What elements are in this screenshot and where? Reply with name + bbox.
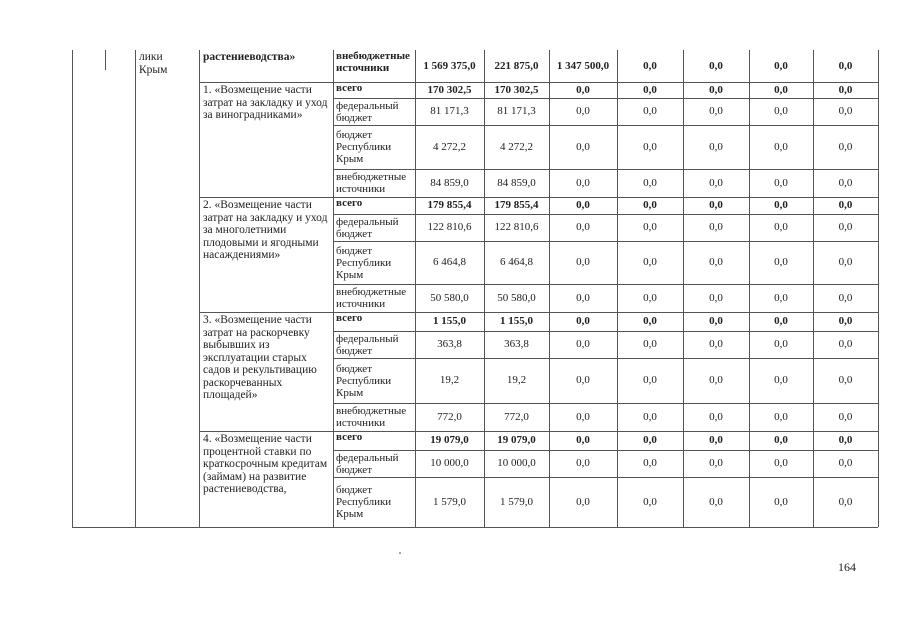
value-cell: 0,0 (643, 315, 657, 328)
value-cell: 122 810,6 (494, 221, 539, 234)
source-cell: внебюджетные источники (336, 286, 407, 310)
source-cell: всего (336, 82, 363, 94)
value-cell: 0,0 (709, 256, 723, 269)
value-cell: 84 859,0 (497, 176, 536, 189)
source-cell: федеральный бюджет (336, 451, 399, 476)
measure-title-cell: 1. «Возмещение части затрат на закладку и уход за виноградниками» (203, 84, 328, 121)
source-cell: федеральный бюджет (336, 99, 399, 124)
value-cell: 0,0 (576, 256, 590, 269)
value-cell: 0,0 (838, 338, 853, 351)
value-cell: 10 000,0 (430, 457, 469, 470)
value-cell: 1 347 500,0 (556, 59, 610, 72)
value-cell: 0,0 (838, 83, 853, 96)
value-cell: 1 155,0 (500, 315, 533, 328)
source-cell: внебюджетные источники (336, 405, 407, 429)
value-cell: 0,0 (709, 315, 723, 328)
value-cell: 0,0 (838, 59, 853, 72)
value-cell: 0,0 (709, 495, 723, 508)
measure-title-cell: 4. «Возмещение части процентной ставки по краткосрочным кредитам (займам) на развитие растениеводства, (203, 433, 328, 495)
value-cell: 6 464,8 (500, 256, 533, 269)
value-cell: 19 079,0 (430, 434, 469, 447)
value-cell: 0,0 (774, 221, 788, 234)
value-cell: 0,0 (774, 176, 788, 189)
source-cell: всего (336, 431, 363, 443)
value-cell: 19 079,0 (497, 434, 536, 447)
value-cell: 0,0 (709, 291, 723, 304)
table-vline (878, 50, 879, 527)
measure-cell: растениеводства» (203, 51, 296, 63)
table-vline (135, 50, 136, 527)
value-cell: 0,0 (709, 374, 723, 387)
value-cell: 170 302,5 (494, 83, 539, 96)
value-cell: 0,0 (774, 105, 788, 118)
value-cell: 0,0 (709, 221, 723, 234)
value-cell: 0,0 (838, 140, 853, 153)
value-cell: 0,0 (774, 59, 788, 72)
value-cell: 0,0 (838, 199, 853, 212)
value-cell: 0,0 (774, 338, 788, 351)
source-cell: всего (336, 312, 363, 324)
table-vline (72, 50, 73, 527)
value-cell: 0,0 (576, 105, 590, 118)
value-cell: 0,0 (643, 140, 657, 153)
value-cell: 0,0 (643, 338, 657, 351)
value-cell: 0,0 (643, 410, 657, 423)
value-cell: 0,0 (774, 315, 788, 328)
value-cell: 0,0 (643, 256, 657, 269)
value-cell: 1 579,0 (500, 495, 533, 508)
source-cell: всего (336, 197, 363, 209)
value-cell: 363,8 (437, 338, 462, 351)
value-cell: 0,0 (643, 199, 657, 212)
value-cell: 179 855,4 (494, 199, 539, 212)
value-cell: 0,0 (838, 495, 853, 508)
value-cell: 19,2 (506, 374, 527, 387)
value-cell: 0,0 (643, 105, 657, 118)
measure-title-cell: 2. «Возмещение части затрат на закладку и уход за многолетними плодовыми и ягодными насаждениями» (203, 199, 328, 261)
value-cell: 81 171,3 (430, 105, 469, 118)
value-cell: 170 302,5 (427, 83, 472, 96)
value-cell: 0,0 (838, 221, 853, 234)
value-cell: 0,0 (774, 291, 788, 304)
value-cell: 221 875,0 (494, 59, 539, 72)
table-vline (105, 50, 106, 70)
source-cell: внебюджетные источники (336, 50, 410, 74)
value-cell: 0,0 (838, 434, 853, 447)
value-cell: 0,0 (576, 410, 590, 423)
value-cell: 772,0 (437, 410, 462, 423)
value-cell: 0,0 (709, 434, 723, 447)
value-cell: 4 272,2 (500, 140, 533, 153)
value-cell: 0,0 (774, 457, 788, 470)
value-cell: 363,8 (504, 338, 529, 351)
value-cell: 0,0 (709, 105, 723, 118)
value-cell: 0,0 (709, 410, 723, 423)
value-cell: 0,0 (774, 199, 788, 212)
value-cell: 1 579,0 (433, 495, 466, 508)
value-cell: 772,0 (504, 410, 529, 423)
source-cell: внебюджетные источники (336, 171, 407, 195)
source-cell: федеральный бюджет (336, 332, 399, 357)
value-cell: 0,0 (838, 457, 853, 470)
value-cell: 0,0 (643, 221, 657, 234)
measure-title-cell: 3. «Возмещение части затрат на раскорчевку выбывших из эксплуатации старых садов и рекультивацию раскорчеванных площадей» (203, 314, 317, 401)
value-cell: 19,2 (439, 374, 460, 387)
value-cell: 122 810,6 (427, 221, 472, 234)
value-cell: 0,0 (643, 59, 657, 72)
value-cell: 0,0 (576, 434, 590, 447)
value-cell: 0,0 (838, 105, 853, 118)
source-cell: бюджет Республики Крым (336, 362, 392, 399)
value-cell: 0,0 (709, 338, 723, 351)
value-cell: 0,0 (709, 176, 723, 189)
value-cell: 84 859,0 (430, 176, 469, 189)
value-cell: 4 272,2 (433, 140, 466, 153)
source-cell: бюджет Республики Крым (336, 244, 392, 281)
value-cell: 0,0 (576, 374, 590, 387)
value-cell: 0,0 (774, 410, 788, 423)
value-cell: 0,0 (709, 457, 723, 470)
value-cell: 0,0 (643, 495, 657, 508)
value-cell: 0,0 (774, 83, 788, 96)
value-cell: 81 171,3 (497, 105, 536, 118)
value-cell: 0,0 (709, 199, 723, 212)
value-cell: 0,0 (774, 140, 788, 153)
value-cell: 0,0 (774, 434, 788, 447)
value-cell: 0,0 (838, 315, 853, 328)
value-cell: 0,0 (774, 374, 788, 387)
value-cell: 0,0 (576, 83, 590, 96)
value-cell: 0,0 (643, 291, 657, 304)
value-cell: 0,0 (576, 338, 590, 351)
value-cell: 0,0 (643, 176, 657, 189)
value-cell: 0,0 (576, 140, 590, 153)
table-hline (72, 527, 878, 528)
page-number: 164 (838, 560, 856, 574)
value-cell: 10 000,0 (497, 457, 536, 470)
source-cell: бюджет Республики Крым (336, 129, 392, 165)
scan-speck (399, 552, 401, 554)
value-cell: 0,0 (576, 315, 590, 328)
value-cell: 0,0 (838, 291, 853, 304)
value-cell: 0,0 (838, 256, 853, 269)
value-cell: 0,0 (576, 176, 590, 189)
source-cell: федеральный бюджет (336, 215, 399, 240)
value-cell: 0,0 (643, 434, 657, 447)
value-cell: 0,0 (576, 221, 590, 234)
value-cell: 0,0 (643, 374, 657, 387)
source-cell: бюджет Республики Крым (336, 484, 392, 520)
value-cell: 0,0 (643, 457, 657, 470)
value-cell: 6 464,8 (433, 256, 466, 269)
region-cell: лики Крым (139, 51, 168, 76)
value-cell: 0,0 (643, 83, 657, 96)
value-cell: 50 580,0 (430, 291, 469, 304)
value-cell: 0,0 (838, 176, 853, 189)
value-cell: 0,0 (774, 495, 788, 508)
value-cell: 0,0 (576, 291, 590, 304)
value-cell: 0,0 (576, 457, 590, 470)
value-cell: 0,0 (576, 495, 590, 508)
value-cell: 0,0 (774, 256, 788, 269)
value-cell: 1 569 375,0 (423, 59, 476, 72)
value-cell: 0,0 (838, 410, 853, 423)
value-cell: 50 580,0 (497, 291, 536, 304)
value-cell: 0,0 (709, 83, 723, 96)
value-cell: 179 855,4 (427, 199, 472, 212)
value-cell: 0,0 (838, 374, 853, 387)
value-cell: 1 155,0 (433, 315, 466, 328)
value-cell: 0,0 (709, 59, 723, 72)
value-cell: 0,0 (709, 140, 723, 153)
value-cell: 0,0 (576, 199, 590, 212)
